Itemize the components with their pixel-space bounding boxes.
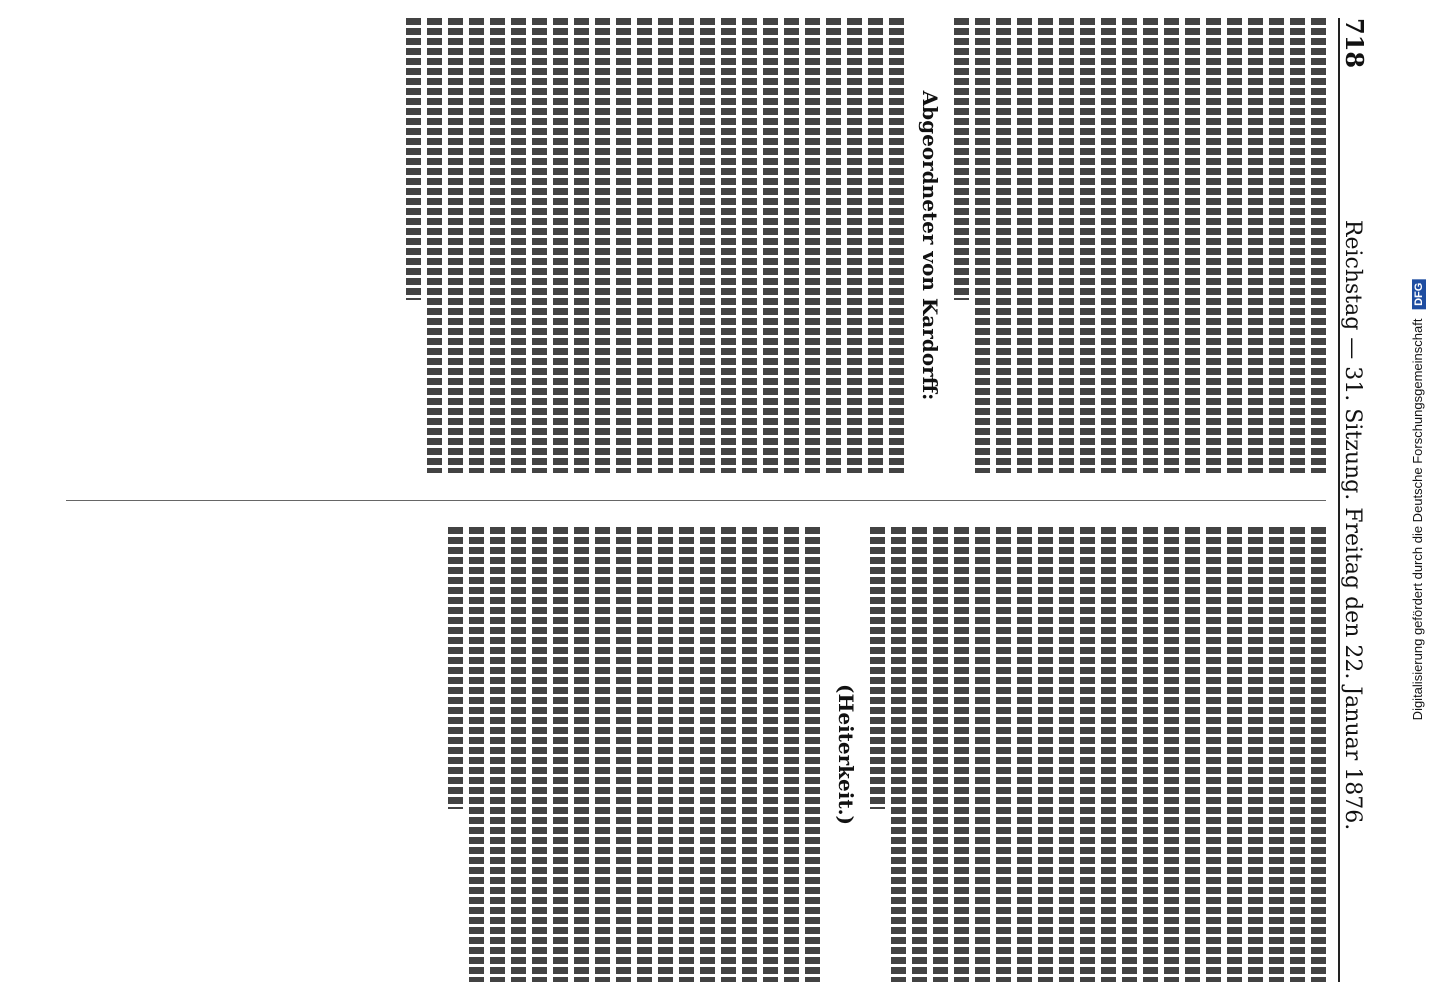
- watermark-text: Digitalisierung gefördert durch die Deutsche Forschungsgemeinschaft: [1410, 318, 1425, 721]
- running-title: Reichstag — 31. Sitzung. Freitag den 22. Januar 1876.: [1340, 219, 1365, 831]
- left-text-column: [66, 18, 1326, 473]
- rotated-page-content: [36, 0, 1396, 1000]
- interjection: (Heiterkeit.): [834, 683, 858, 826]
- digitization-watermark: [1410, 280, 1426, 721]
- right-text-column: [66, 527, 1326, 982]
- paragraph: [448, 527, 820, 982]
- dfg-logo: DFG: [1412, 280, 1426, 309]
- speaker-heading: Abgeordneter von Kardorff:: [918, 90, 942, 401]
- page-number: 718: [1340, 18, 1369, 69]
- paragraph: [406, 18, 904, 473]
- paragraph: [870, 527, 1326, 982]
- page-header: [1338, 18, 1388, 982]
- paragraph: [954, 18, 1326, 473]
- column-separator: [66, 500, 1326, 501]
